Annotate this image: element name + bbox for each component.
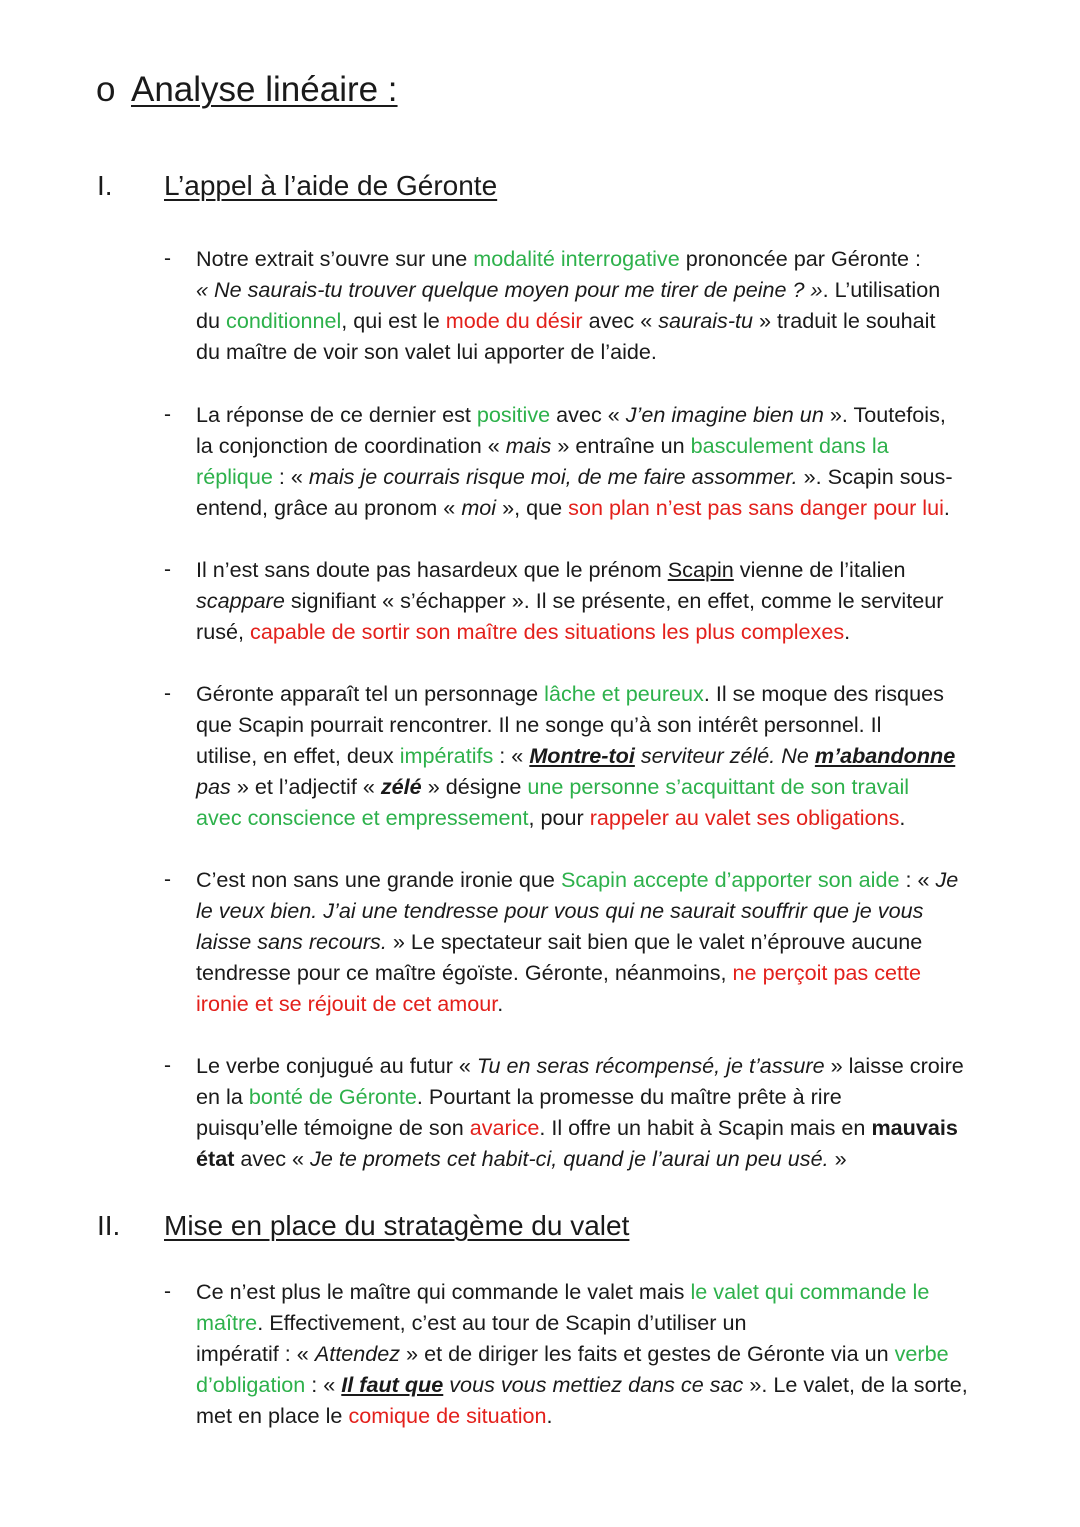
text-run: que Scapin pourrait rencontrer. Il ne songe qu’à son intérêt personnel. Il xyxy=(196,712,882,737)
italic-quote: pas xyxy=(196,774,231,799)
paragraph xyxy=(196,554,1024,647)
bold-word: mauvais xyxy=(871,1115,958,1140)
text-run: . xyxy=(497,991,504,1016)
text-run: utilise, en effet, deux xyxy=(196,743,400,768)
highlight-red: son plan n’est pas sans danger pour lui xyxy=(568,495,944,520)
title-text: Analyse linéaire : xyxy=(131,70,398,109)
text-run: » entraîne un xyxy=(551,433,691,458)
text-line xyxy=(196,461,1024,492)
italic-quote: le veux bien. J’ai une tendresse pour vous qui ne saurait souffrir que je vous xyxy=(196,898,924,923)
section-heading-2 xyxy=(97,1206,629,1246)
italic-quote: saurais-tu xyxy=(658,308,754,333)
bullet-dash: - xyxy=(164,868,171,891)
text-run: . Pourtant la promesse du maître prête à rire xyxy=(416,1084,842,1109)
highlight-green: impératifs xyxy=(399,743,494,768)
text-line xyxy=(196,740,1024,771)
highlight-green: modalité interrogative xyxy=(473,246,680,271)
text-run: rusé, xyxy=(196,619,251,644)
highlight-green: réplique xyxy=(196,464,273,489)
text-run: . xyxy=(546,1403,553,1428)
text-line xyxy=(196,336,1024,367)
bold-word: état xyxy=(196,1146,235,1171)
text-line xyxy=(196,554,1024,585)
text-line xyxy=(196,1081,1024,1112)
text-run: avec « xyxy=(582,308,659,333)
text-line xyxy=(196,1143,1024,1174)
italic-quote: Attendez xyxy=(314,1341,401,1366)
text-run: : « xyxy=(272,464,309,489)
highlight-green: Scapin accepte d’apporter son aide xyxy=(560,867,900,892)
emphasis-underlined: m’abandonne xyxy=(814,743,956,768)
text-line xyxy=(196,616,1024,647)
highlight-green: maître xyxy=(196,1310,258,1335)
text-run: . L’utilisation xyxy=(822,277,941,302)
text-run: Géronte apparaît tel un personnage xyxy=(196,681,545,706)
text-line xyxy=(196,585,1024,616)
text-run: du maître de voir son valet lui apporter de l’aide. xyxy=(196,339,657,364)
highlight-red: rappeler au valet ses obligations xyxy=(589,805,900,830)
paragraph xyxy=(196,1276,1024,1431)
underlined-word: Scapin xyxy=(667,557,734,582)
bold-italic-word: zélé xyxy=(380,774,422,799)
highlight-green: d’obligation xyxy=(196,1372,306,1397)
text-line xyxy=(196,243,1024,274)
text-run: La réponse de ce dernier est xyxy=(196,402,477,427)
text-line xyxy=(196,957,1024,988)
text-run: : « xyxy=(305,1372,342,1397)
text-run: C’est non sans une grande ironie que xyxy=(196,867,561,892)
text-run: ». Le valet, de la sorte, xyxy=(743,1372,968,1397)
text-run: Ce n’est plus le maître qui commande le valet mais xyxy=(196,1279,691,1304)
text-run: entend, grâce au pronom « xyxy=(196,495,462,520)
bullet-dash: - xyxy=(164,682,171,705)
text-run: en la xyxy=(196,1084,249,1109)
text-run: prononcée par Géronte : xyxy=(679,246,921,271)
italic-quote: serviteur zélé. Ne xyxy=(634,743,815,768)
emphasis-underlined: Il faut que xyxy=(341,1372,444,1397)
text-run: puisqu’elle témoigne de son xyxy=(196,1115,470,1140)
text-run: Le verbe conjugué au futur « xyxy=(196,1053,477,1078)
text-line xyxy=(196,399,1024,430)
text-run: » xyxy=(828,1146,847,1171)
bullet-dash: - xyxy=(164,403,171,426)
text-line xyxy=(196,1112,1024,1143)
text-run: du xyxy=(196,308,227,333)
italic-quote: laisse sans recours. xyxy=(196,929,387,954)
text-line xyxy=(196,1276,1024,1307)
text-line xyxy=(196,864,1024,895)
text-line xyxy=(196,1400,1024,1431)
paragraph xyxy=(196,864,1024,1019)
paragraph xyxy=(196,399,1024,523)
italic-quote: Tu en seras récompensé, je t’assure xyxy=(476,1053,825,1078)
text-line xyxy=(196,305,1024,336)
italic-quote: mais je courrais risque moi, de me faire assommer. xyxy=(308,464,798,489)
text-run: », que xyxy=(496,495,569,520)
highlight-green: basculement dans la xyxy=(690,433,889,458)
text-line xyxy=(196,1050,1024,1081)
text-line xyxy=(196,1338,1024,1369)
text-run: » et l’adjectif « xyxy=(230,774,381,799)
italic-quote: « Ne saurais-tu trouver quelque moyen pour me tirer de peine ? » xyxy=(196,277,823,302)
italic-quote: Je te promets cet habit-ci, quand je l’aurai un peu usé. xyxy=(310,1146,829,1171)
title-bullet: o xyxy=(96,70,116,109)
text-run: ». Toutefois, xyxy=(823,402,946,427)
highlight-green: verbe xyxy=(894,1341,949,1366)
text-line xyxy=(196,492,1024,523)
emphasis-underlined: Montre-toi xyxy=(529,743,635,768)
text-run: . Il offre un habit à Scapin mais en xyxy=(539,1115,872,1140)
text-run: : « xyxy=(899,867,936,892)
paragraph xyxy=(196,243,1024,367)
text-run: » désigne xyxy=(421,774,528,799)
text-run: la conjonction de coordination « xyxy=(196,433,506,458)
text-run: » laisse croire xyxy=(824,1053,964,1078)
text-line xyxy=(196,895,1024,926)
text-run: . xyxy=(943,495,950,520)
bullet-dash: - xyxy=(164,247,171,270)
text-run: tendresse pour ce maître égoïste. Géronte, néanmoins, xyxy=(196,960,733,985)
highlight-red: mode du désir xyxy=(445,308,583,333)
highlight-green: le valet qui commande le xyxy=(690,1279,930,1304)
text-run: ». Scapin sous- xyxy=(797,464,953,489)
bullet-dash: - xyxy=(164,558,171,581)
highlight-red: ironie et se réjouit de cet amour xyxy=(196,991,498,1016)
text-run: Notre extrait s’ouvre sur une xyxy=(196,246,474,271)
text-line xyxy=(196,771,1024,802)
text-run: vienne de l’italien xyxy=(733,557,906,582)
text-run: . xyxy=(844,619,851,644)
italic-quote: moi xyxy=(461,495,497,520)
text-run: . xyxy=(899,805,906,830)
section-number: I. xyxy=(97,170,113,201)
section-heading-1 xyxy=(97,166,497,206)
section-title: L’appel à l’aide de Géronte xyxy=(164,170,498,201)
highlight-green: positive xyxy=(476,402,551,427)
text-run: , pour xyxy=(528,805,590,830)
text-line xyxy=(196,430,1024,461)
section-title: Mise en place du stratagème du valet xyxy=(164,1210,630,1241)
text-run: , qui est le xyxy=(341,308,446,333)
text-run: » traduit le souhait xyxy=(753,308,936,333)
italic-quote: Je xyxy=(935,867,959,892)
text-run: met en place le xyxy=(196,1403,349,1428)
text-line xyxy=(196,678,1024,709)
text-run: avec « xyxy=(550,402,626,427)
highlight-red: comique de situation xyxy=(348,1403,547,1428)
text-run: signifiant « s’échapper ». Il se présente, en effet, comme le serviteur xyxy=(284,588,944,613)
italic-quote: J’en imagine bien un xyxy=(625,402,824,427)
highlight-red: ne perçoit pas cette xyxy=(732,960,922,985)
section-number: II. xyxy=(97,1210,121,1241)
text-run: Il n’est sans doute pas hasardeux que le prénom xyxy=(196,557,668,582)
highlight-green: une personne s’acquittant de son travail xyxy=(527,774,910,799)
text-line xyxy=(196,926,1024,957)
page-title xyxy=(96,66,398,114)
paragraph xyxy=(196,1050,1024,1174)
highlight-red: capable de sortir son maître des situations les plus complexes xyxy=(250,619,845,644)
text-line xyxy=(196,709,1024,740)
text-line xyxy=(196,274,1024,305)
text-run: » Le spectateur sait bien que le valet n’éprouve aucune xyxy=(386,929,923,954)
text-line xyxy=(196,988,1024,1019)
italic-quote: vous vous mettiez dans ce sac xyxy=(443,1372,744,1397)
text-run: avec « xyxy=(234,1146,311,1171)
highlight-green: lâche et peureux xyxy=(544,681,704,706)
text-line xyxy=(196,802,1024,833)
italic-quote: mais xyxy=(505,433,552,458)
text-line xyxy=(196,1369,1024,1400)
highlight-green: avec conscience et empressement xyxy=(196,805,529,830)
text-run: impératif : « xyxy=(196,1341,315,1366)
paragraph xyxy=(196,678,1024,833)
text-run: . Effectivement, c’est au tour de Scapin d’utiliser un xyxy=(257,1310,747,1335)
italic-quote: scappare xyxy=(196,588,285,613)
text-run: » et de diriger les faits et gestes de Géronte via un xyxy=(400,1341,895,1366)
highlight-green: conditionnel xyxy=(226,308,342,333)
bullet-dash: - xyxy=(164,1054,171,1077)
text-line xyxy=(196,1307,1024,1338)
highlight-red: avarice xyxy=(469,1115,540,1140)
text-run: : « xyxy=(493,743,530,768)
text-run: . Il se moque des risques xyxy=(703,681,944,706)
highlight-green: bonté de Géronte xyxy=(248,1084,417,1109)
bullet-dash: - xyxy=(164,1280,171,1303)
